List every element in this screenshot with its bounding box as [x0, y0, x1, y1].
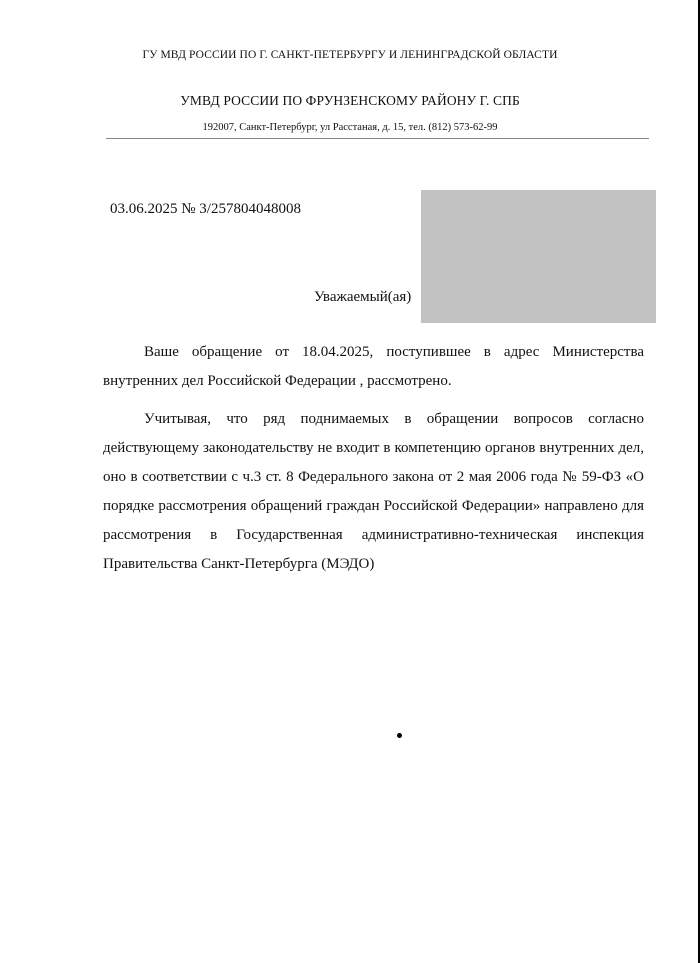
header-divider — [106, 138, 649, 139]
organization-title: ГУ МВД РОССИИ ПО Г. САНКТ-ПЕТЕРБУРГУ И ЛЕНИНГРАДСКОЙ ОБЛАСТИ — [142, 49, 558, 61]
body-paragraph-1: Ваше обращение от 18.04.2025, поступившее в адрес Министерства внутренних дел Российской Федерации , рассмотрено. — [103, 344, 644, 389]
address-line: 192007, Санкт-Петербург, ул Расстаная, д. 15, тел. (812) 573-62-99 — [202, 122, 498, 133]
body-paragraph-2: Учитывая, что ряд поднимаемых в обращении вопросов согласно действующему законодательству не входит в компетенцию органов внутренних дел, оно в соответствии с ч.3 ст. 8 Федерального закона от 2 мая 2006 года № 59-ФЗ «О порядке рассмотрения обращений граждан Российской Федерации» направлено для рассмотрения в Государственная административно-техническая инспекция Правительства Санкт-Петербурга (МЭДО) — [103, 411, 644, 572]
letter-reference: 03.06.2025 № 3/257804048008 — [110, 201, 301, 217]
redacted-recipient-block — [421, 190, 656, 323]
dot-mark — [397, 733, 402, 738]
department-title: УМВД РОССИИ ПО ФРУНЗЕНСКОМУ РАЙОНУ Г. СПБ — [180, 93, 520, 108]
greeting: Уважаемый(ая) — [314, 289, 412, 305]
